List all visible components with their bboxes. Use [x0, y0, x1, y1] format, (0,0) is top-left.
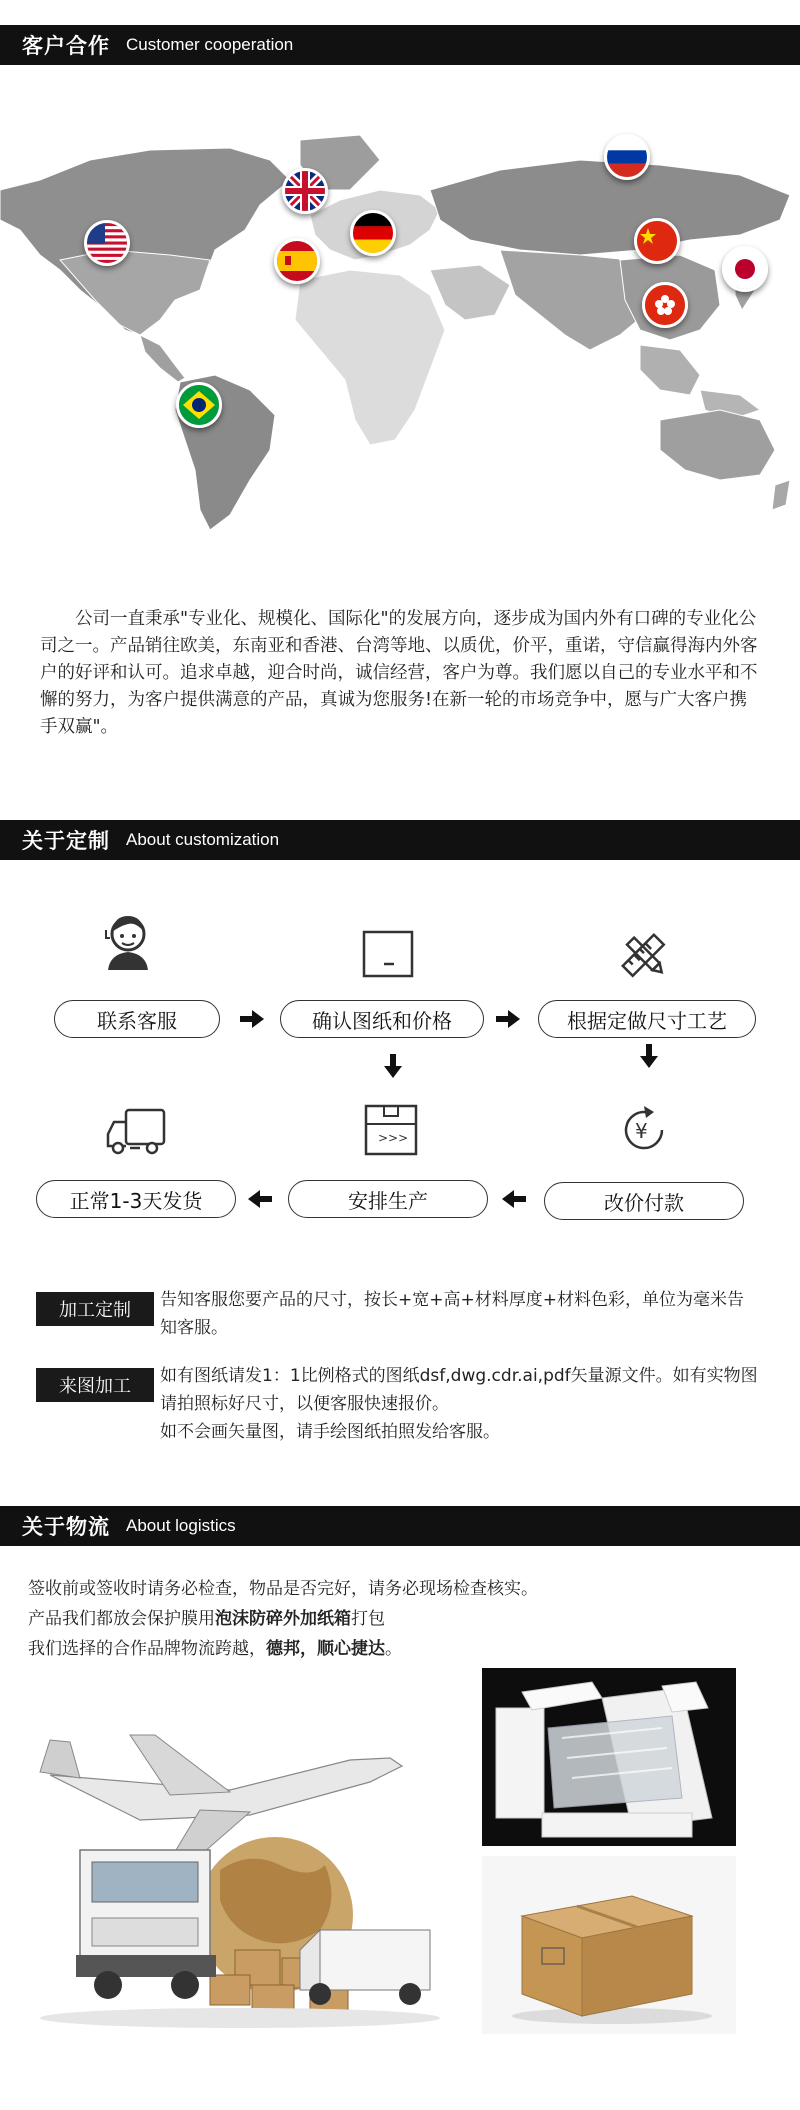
logistics-illustration [20, 1700, 450, 2040]
brazil-flag-icon [176, 382, 222, 428]
delivery-truck-icon [106, 1106, 168, 1158]
cardboard-box-photo [482, 1856, 736, 2034]
packing-highlight: 泡沫防碎外加纸箱 [215, 1609, 351, 1629]
tag-drawing-processing: 来图加工 [36, 1368, 154, 1402]
section-title-en: Customer cooperation [126, 35, 294, 54]
section-title-en: About customization [126, 830, 280, 849]
section-title-cn: 关于物流 [22, 1515, 110, 1539]
note-hand-draw: 如不会画矢量图，请手绘图纸拍照发给客服。 [160, 1422, 500, 1442]
arrow-right-icon [496, 1010, 520, 1028]
tag-custom-processing: 加工定制 [36, 1292, 154, 1326]
drawing-frame-icon [362, 930, 414, 978]
section-title-cn: 客户合作 [22, 34, 110, 58]
logistics-packing-notice [28, 1604, 385, 1629]
china-flag-icon [634, 218, 680, 264]
spain-flag-icon [274, 238, 320, 284]
company-intro-paragraph: 公司一直秉承"专业化、规模化、国际化"的发展方向，逐步成为国内外有口碑的专业化公司之一。产品销往欧美，东南亚和香港、台湾等地、以质优，价平，重诺，守信赢得海内外客户的好评和认可。追求卓越，迎合时尚，诚信经营，客户为尊。我们愿以自己的专业水平和不懈的努力，为客户提供满意的产品，真诚为您服务!在新一轮的市场竞争中，愿与广大客户携手双赢"。 [40, 609, 758, 737]
world-map-graphic [0, 120, 800, 540]
world-map [0, 120, 800, 540]
customer-service-icon [100, 908, 156, 970]
note-custom-processing: 告知客服您要产品的尺寸，按长+宽+高+材料厚度+材料色彩，单位为毫米告知客服。 [160, 1290, 744, 1338]
step-confirm-drawing-price[interactable] [280, 1000, 484, 1038]
production-box-icon [364, 1104, 418, 1156]
section-header-cooperation [0, 25, 800, 65]
arrow-left-icon [502, 1190, 526, 1208]
arrow-down-icon [384, 1054, 402, 1078]
step-modify-price-payment[interactable] [544, 1182, 744, 1220]
arrow-right-icon [240, 1010, 264, 1028]
svg-text:¥: ¥ [635, 1119, 648, 1143]
section-header-logistics [0, 1506, 800, 1546]
uk-flag-icon [282, 168, 328, 214]
packing-text: 产品我们都放会保护膜用 [28, 1609, 215, 1629]
step-ship-1-3-days[interactable] [36, 1180, 236, 1218]
carrier-highlight: 德邦，顺心捷达 [266, 1639, 385, 1659]
arrow-left-icon [248, 1190, 272, 1208]
step-custom-size-process[interactable] [538, 1000, 756, 1038]
step-label: 安排生产 [348, 1188, 428, 1213]
russia-flag-icon [604, 134, 650, 180]
section-title-en: About logistics [126, 1516, 236, 1535]
step-label: 正常1-3天发货 [69, 1188, 203, 1213]
step-arrange-production[interactable] [288, 1180, 488, 1218]
foam-packing-photo [482, 1668, 736, 1846]
ruler-pencil-icon [618, 930, 670, 982]
arrow-down-icon [640, 1044, 658, 1068]
usa-flag-icon [84, 220, 130, 266]
svg-text:>>>: >>> [378, 1131, 409, 1145]
step-label: 确认图纸和价格 [312, 1008, 452, 1033]
hongkong-flag-icon [642, 282, 688, 328]
yuan-refresh-icon [618, 1104, 670, 1156]
section-title-cn: 关于定制 [22, 829, 110, 853]
japan-flag-icon [722, 246, 768, 292]
packing-text-end: 打包 [351, 1609, 385, 1629]
carrier-text-end: 。 [385, 1639, 402, 1659]
germany-flag-icon [350, 210, 396, 256]
step-label: 联系客服 [97, 1008, 177, 1033]
step-label: 改价付款 [604, 1190, 684, 1215]
note-drawing-processing: 如有图纸请发1：1比例格式的图纸dsf,dwg.cdr.ai,pdf矢量源文件。如有实物图请拍照标好尺寸，以便客服快速报价。 [160, 1366, 758, 1414]
logistics-check-notice: 签收前或签收时请务必检查，物品是否完好，请务必现场检查核实。 [28, 1579, 538, 1599]
step-label: 根据定做尺寸工艺 [567, 1008, 727, 1033]
logistics-carrier-notice [28, 1634, 402, 1659]
carrier-text: 我们选择的合作品牌物流跨越， [28, 1639, 266, 1659]
step-contact-service[interactable] [54, 1000, 220, 1038]
section-header-customization [0, 820, 800, 860]
